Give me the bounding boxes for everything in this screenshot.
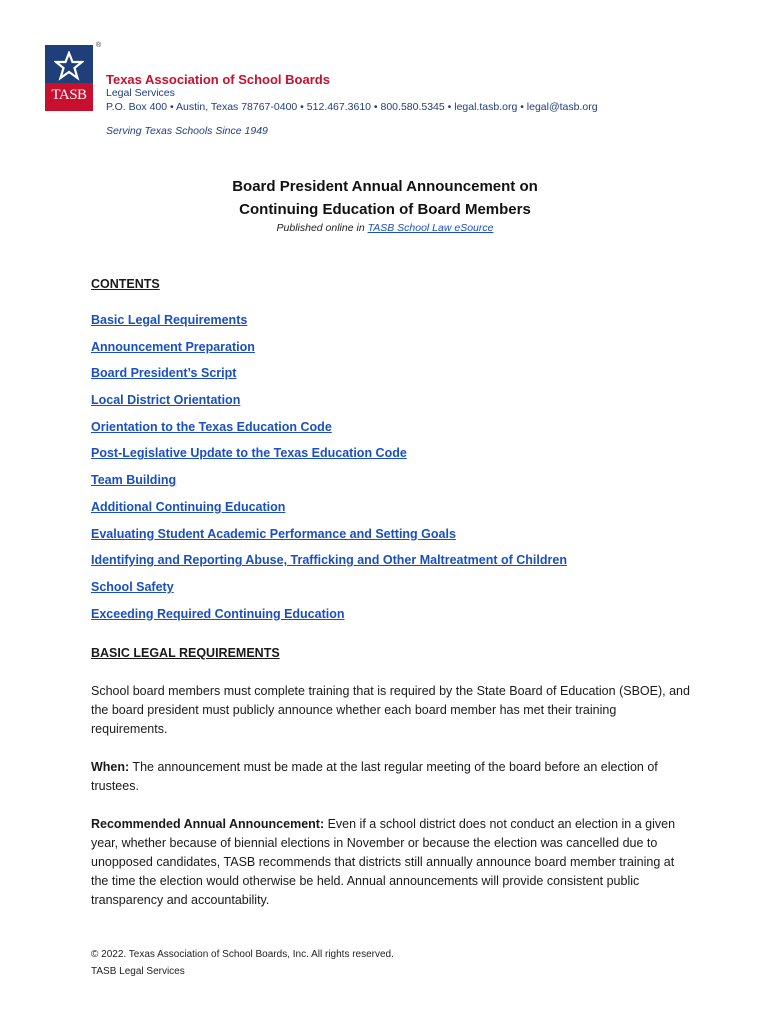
department-name: Legal Services: [106, 87, 175, 99]
paragraph-requirements: School board members must complete training that is required by the State Board of Education (SBOE), and the board president must publicly announce whether each board member has met their training requirements.: [91, 684, 690, 736]
toc-link-exceeding-required-ce[interactable]: Exceeding Required Continuing Education: [91, 606, 345, 621]
toc-item: [91, 500, 567, 527]
toc-link-team-building[interactable]: Team Building: [91, 473, 177, 488]
toc-link-basic-legal-requirements[interactable]: Basic Legal Requirements: [91, 313, 248, 327]
toc-item: [91, 527, 567, 554]
when-text: The announcement must be made at the last regular meeting of the board before an election of trustees.: [91, 760, 658, 793]
published-prefix: Published online in: [276, 222, 368, 234]
footer: [91, 946, 394, 980]
copyright-text: © 2022. Texas Association of School Boards, Inc. All rights reserved.: [91, 949, 394, 960]
doc-title-line2: Continuing Education of Board Members: [239, 201, 531, 218]
doc-title-line1: Board President Annual Announcement on: [232, 178, 538, 195]
tasb-logo: [45, 42, 102, 111]
paragraph-recommended: [91, 815, 691, 910]
slogan: Serving Texas Schools Since 1949: [106, 125, 268, 137]
toc-link-orientation-tec[interactable]: Orientation to the Texas Education Code: [91, 419, 332, 434]
toc-link-school-safety[interactable]: School Safety: [91, 579, 174, 594]
toc-item: [91, 420, 567, 447]
toc-item: [91, 580, 567, 607]
footer-dept: TASB Legal Services: [91, 966, 185, 977]
toc-link-identifying-reporting-abuse[interactable]: Identifying and Reporting Abuse, Trafficking and Other Maltreatment of Children: [91, 553, 567, 568]
toc-item: [91, 313, 567, 340]
toc-link-board-presidents-script[interactable]: Board President’s Script: [91, 366, 237, 381]
star-icon: [54, 51, 84, 81]
registered-mark: ®: [96, 42, 102, 49]
toc-item: [91, 553, 567, 580]
toc-item: [91, 473, 567, 500]
toc-item: [91, 607, 567, 634]
when-label: When:: [91, 760, 130, 774]
logo-text: TASB: [51, 87, 87, 103]
toc-link-local-district-orientation[interactable]: Local District Orientation: [91, 393, 241, 408]
toc-item: [91, 340, 567, 367]
esource-link[interactable]: TASB School Law eSource: [367, 222, 494, 234]
toc-item: [91, 393, 567, 420]
table-of-contents: [91, 313, 567, 633]
toc-item: [91, 446, 567, 473]
toc-link-evaluating-student-performance[interactable]: Evaluating Student Academic Performance and Setting Goals: [91, 526, 456, 541]
recommended-label: Recommended Annual Announcement:: [91, 817, 325, 831]
org-name: Texas Association of School Boards: [106, 72, 330, 87]
contents-heading: CONTENTS: [91, 277, 160, 291]
published-note: [0, 222, 770, 234]
section-heading: BASIC LEGAL REQUIREMENTS: [91, 646, 280, 660]
toc-link-additional-continuing-education[interactable]: Additional Continuing Education: [91, 499, 286, 514]
recommended-text: Even if a school district does not conduct an election in a given year, whether because of biennial elections in November or because the election was cancelled due to unopposed candidates, TASB recommends that districts still annually announce board member training at the time the election would otherwise be held. Annual announcements will provide consistent public transparency and accountability.: [91, 817, 676, 907]
toc-link-post-legislative-update[interactable]: Post-Legislative Update to the Texas Education Code: [91, 446, 407, 461]
toc-item: [91, 366, 567, 393]
toc-link-announcement-preparation[interactable]: Announcement Preparation: [91, 339, 255, 354]
paragraph-when: [91, 758, 691, 796]
contact-address: P.O. Box 400 • Austin, Texas 78767-0400 • 512.467.3610 • 800.580.5345 • legal.tasb.org • legal@tasb.org: [106, 101, 598, 113]
